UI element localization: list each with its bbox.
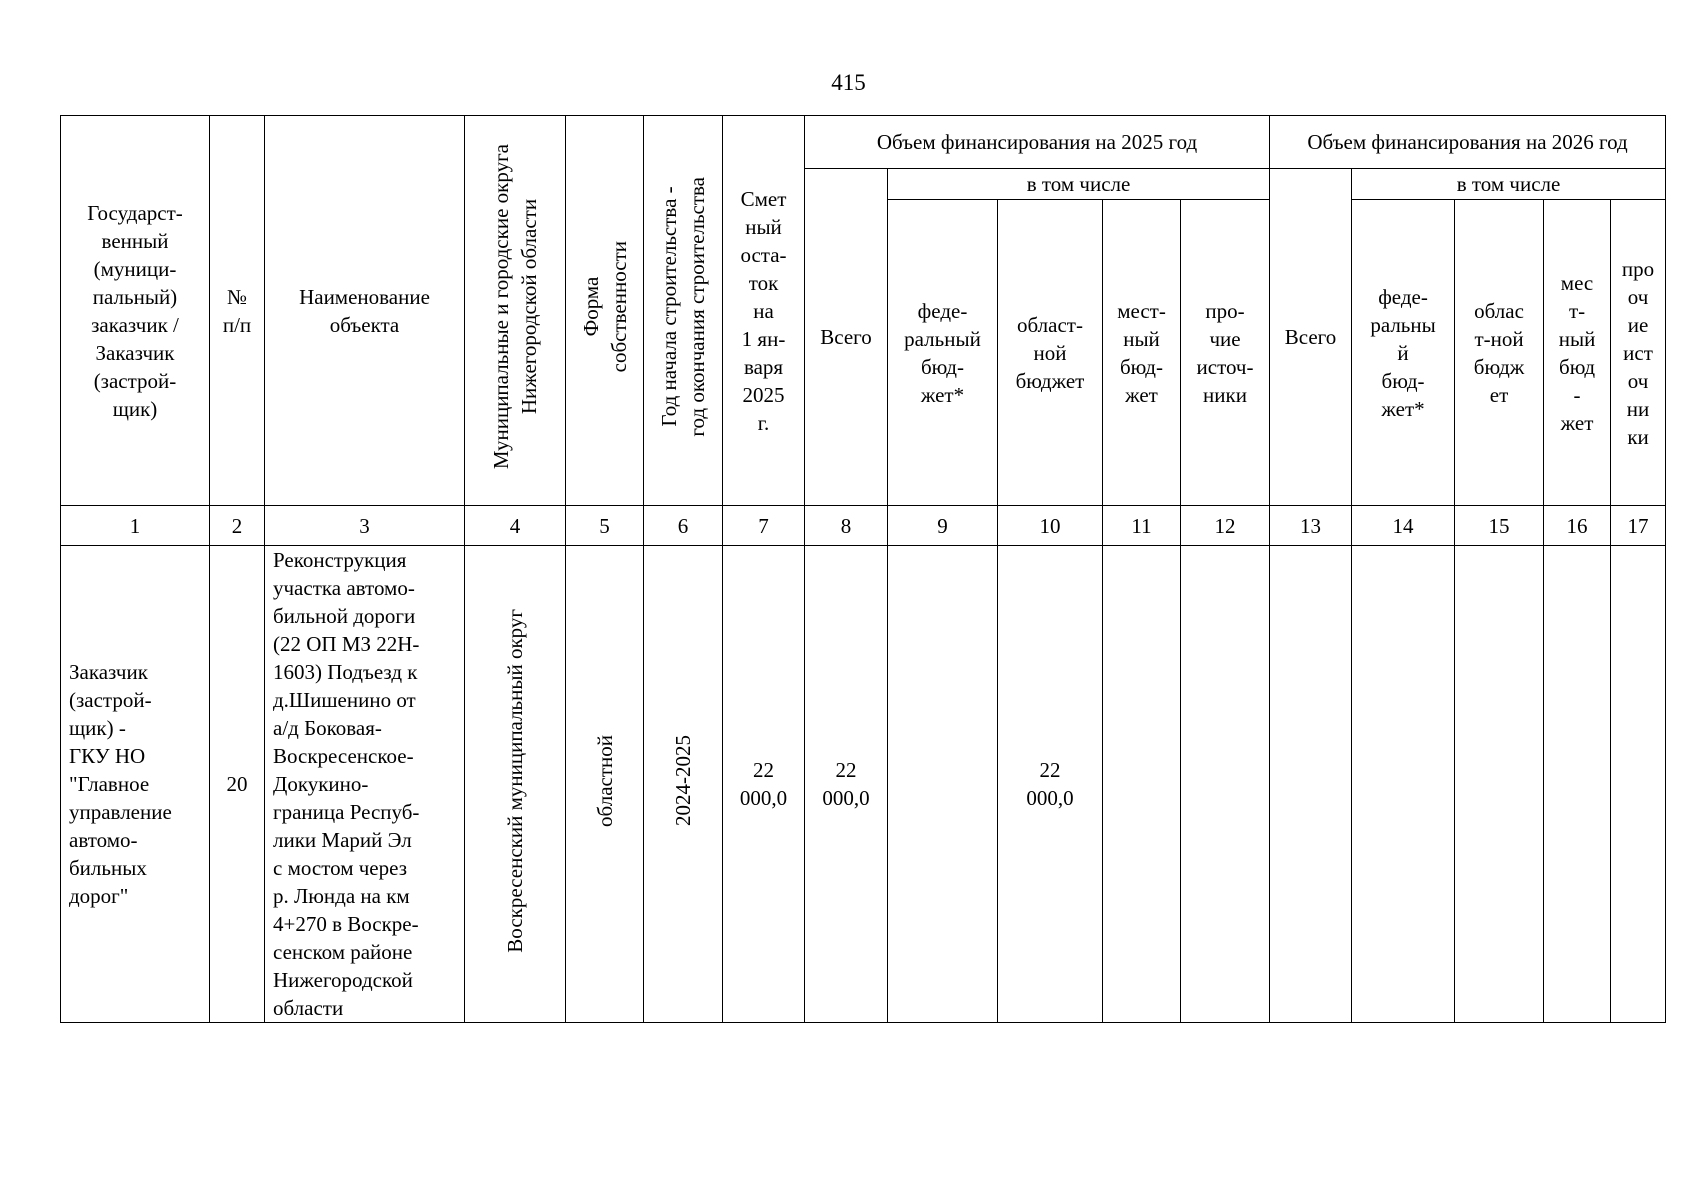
- cell-total-2025: 22 000,0: [805, 546, 888, 1023]
- cell-other-2026: [1611, 546, 1666, 1023]
- cell-estimate: 22 000,0: [723, 546, 805, 1023]
- financing-table: [60, 115, 1666, 1023]
- cell-ownership: областной: [566, 546, 644, 1023]
- header-customer: Государст- венный (муници- пальный) заказчик / Заказчик (застрой- щик): [61, 116, 210, 506]
- header-local-2026: мес т- ный бюд - жет: [1544, 200, 1611, 506]
- cell-district: Воскресенский муниципальный округ: [465, 546, 566, 1023]
- header-total-2025: Всего: [805, 169, 888, 506]
- column-number-row: [61, 506, 1666, 546]
- header-object-name: Наименование объекта: [265, 116, 465, 506]
- header-district: Муниципальные и городские округа Нижегородской области: [465, 116, 566, 506]
- header-number: № п/п: [210, 116, 265, 506]
- header-financing-2026: Объем финансирования на 2026 год: [1270, 116, 1666, 169]
- col-number-5: 5: [566, 506, 644, 546]
- cell-customer: Заказчик (застрой- щик) - ГКУ НО "Главное управление автомо- бильных дорог": [61, 546, 210, 1023]
- header-regional-2026: облас т-ной бюдж ет: [1455, 200, 1544, 506]
- cell-federal-2025: [888, 546, 998, 1023]
- col-number-13: 13: [1270, 506, 1352, 546]
- header-financing-2025: Объем финансирования на 2025 год: [805, 116, 1270, 169]
- col-number-9: 9: [888, 506, 998, 546]
- header-local-2025: мест- ный бюд- жет: [1103, 200, 1181, 506]
- col-number-1: 1: [61, 506, 210, 546]
- cell-regional-2026: [1455, 546, 1544, 1023]
- header-federal-2025: феде- ральный бюд- жет*: [888, 200, 998, 506]
- header-total-2026: Всего: [1270, 169, 1352, 506]
- header-other-2026: про оч ие ист оч ни ки: [1611, 200, 1666, 506]
- col-number-4: 4: [465, 506, 566, 546]
- col-number-8: 8: [805, 506, 888, 546]
- header-other-2025: про- чие источ- ники: [1181, 200, 1270, 506]
- header-estimate: Смет ный оста- ток на 1 ян- варя 2025 г.: [723, 116, 805, 506]
- header-regional-2025: област- ной бюджет: [998, 200, 1103, 506]
- header-including-2025: в том числе: [888, 169, 1270, 200]
- col-number-3: 3: [265, 506, 465, 546]
- cell-other-2025: [1181, 546, 1270, 1023]
- table-row: [61, 546, 1666, 1023]
- cell-number: 20: [210, 546, 265, 1023]
- col-number-15: 15: [1455, 506, 1544, 546]
- cell-object-name: Реконструкция участка автомо- бильной дороги (22 ОП МЗ 22Н- 1603) Подъезд к д.Шишенино от а/д Боковая- Воскресенское- Докукино- граница Респуб- лики Марий Эл с мостом через р. Люнда на км 4+270 в Воскре- сенском районе Нижегородской области: [265, 546, 465, 1023]
- col-number-12: 12: [1181, 506, 1270, 546]
- page-number: 415: [831, 70, 866, 95]
- col-number-14: 14: [1352, 506, 1455, 546]
- cell-construction-years: 2024-2025: [644, 546, 723, 1023]
- header-construction-years: Год начала строительства - год окончания строительства: [644, 116, 723, 506]
- header-including-2026: в том числе: [1352, 169, 1666, 200]
- col-number-10: 10: [998, 506, 1103, 546]
- col-number-2: 2: [210, 506, 265, 546]
- cell-local-2026: [1544, 546, 1611, 1023]
- cell-regional-2025: 22 000,0: [998, 546, 1103, 1023]
- header-federal-2026: феде- ральны й бюд- жет*: [1352, 200, 1455, 506]
- cell-local-2025: [1103, 546, 1181, 1023]
- col-number-16: 16: [1544, 506, 1611, 546]
- cell-total-2026: [1270, 546, 1352, 1023]
- col-number-6: 6: [644, 506, 723, 546]
- col-number-11: 11: [1103, 506, 1181, 546]
- header-ownership: Форма собственности: [566, 116, 644, 506]
- cell-federal-2026: [1352, 546, 1455, 1023]
- col-number-17: 17: [1611, 506, 1666, 546]
- col-number-7: 7: [723, 506, 805, 546]
